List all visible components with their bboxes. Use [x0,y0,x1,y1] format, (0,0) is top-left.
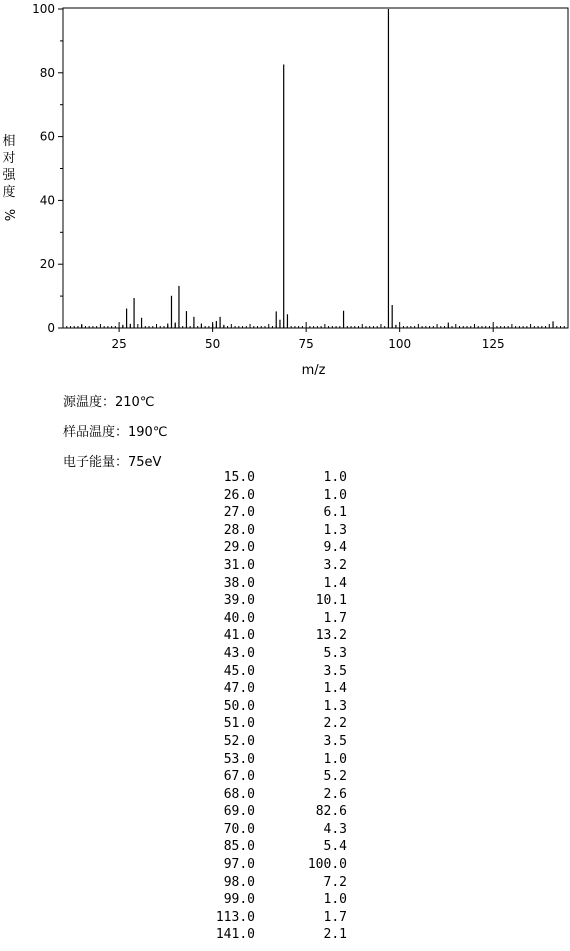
abundance-cell: 5.2 [323,769,347,785]
abundance-cell: 5.4 [323,839,347,855]
abundance-cell: 1.0 [323,751,347,767]
source-temperature-text: 源温度：210℃ [63,395,155,410]
abundance-cell: 1.0 [323,892,347,908]
abundance-cell: 3.5 [323,733,347,749]
table-row [200,522,347,540]
table-row [200,821,347,839]
abundance-cell: 1.4 [323,575,347,591]
table-row [200,575,347,593]
abundance-cell: 13.2 [315,628,347,644]
chart-axes [58,8,568,332]
abundance-cell: 5.3 [323,645,347,661]
mz-cell: 68.0 [223,786,255,802]
table-row [200,627,347,645]
mz-cell: 26.0 [223,487,255,503]
x-axis-title: m/z [301,363,326,378]
mz-cell: 85.0 [223,839,255,855]
y-tick-label: 20 [39,257,55,272]
y-tick-label: 0 [47,321,55,335]
table-row [200,539,347,557]
abundance-cell: 1.3 [323,698,347,714]
table-row [200,838,347,856]
abundance-cell: 2.2 [323,716,347,732]
table-row [200,909,347,927]
sample-temperature-text: 样品温度：190℃ [63,425,168,440]
abundance-cell: 1.3 [323,522,347,538]
table-row [200,698,347,716]
table-row [200,610,347,628]
abundance-cell: 7.2 [323,874,347,890]
table-row [200,663,347,681]
abundance-cell: 9.4 [323,540,347,556]
y-tick-label: 100 [32,2,55,16]
mass-spectrum-chart [0,0,570,385]
x-tick-label: 100 [388,337,412,351]
table-row [200,803,347,821]
abundance-cell: 1.4 [323,681,347,697]
mz-cell: 113.0 [215,909,255,925]
abundance-cell: 82.6 [315,804,347,820]
y-axis-title-char: 度 [2,185,16,200]
mz-cell: 70.0 [223,821,255,837]
y-tick-label: 80 [39,65,55,80]
abundance-cell: 2.1 [323,927,347,943]
mz-cell: 41.0 [223,628,255,644]
mz-cell: 45.0 [223,663,255,679]
mz-cell: 98.0 [223,874,255,890]
mz-cell: 141.0 [215,927,255,943]
mz-cell: 40.0 [223,610,255,626]
mz-cell: 15.0 [223,470,255,485]
x-tick-label: 125 [481,337,505,351]
plot-frame [63,8,568,328]
chart-peaks [82,9,553,328]
table-row [200,874,347,892]
y-tick-label: 40 [39,193,55,208]
table-row [200,557,347,575]
table-row [200,645,347,663]
abundance-cell: 10.1 [315,593,347,609]
table-row [200,751,347,769]
mz-cell: 29.0 [223,540,255,556]
mz-cell: 69.0 [223,804,255,820]
electron-energy-text: 电子能量：75eV [63,455,162,470]
table-row [200,469,347,487]
table-row [200,856,347,874]
table-row [200,891,347,909]
abundance-cell: 6.1 [323,505,347,521]
mz-cell: 27.0 [223,505,255,521]
table-row [200,926,347,944]
mz-cell: 38.0 [223,575,255,591]
y-axis-title-char: % [1,208,16,222]
y-tick-label: 60 [39,129,55,144]
mz-cell: 99.0 [223,892,255,908]
abundance-cell: 3.5 [323,663,347,679]
abundance-cell: 4.3 [323,821,347,837]
mz-cell: 51.0 [223,716,255,732]
table-row [200,768,347,786]
mz-cell: 31.0 [223,557,255,573]
abundance-cell: 1.0 [323,470,347,485]
abundance-cell: 1.7 [323,909,347,925]
mz-cell: 52.0 [223,733,255,749]
table-row [200,715,347,733]
abundance-cell: 1.0 [323,487,347,503]
table-row [200,733,347,751]
x-tick-label: 50 [204,337,221,351]
abundance-cell: 2.6 [323,786,347,802]
mz-cell: 39.0 [223,593,255,609]
table-row [200,504,347,522]
mz-cell: 53.0 [223,751,255,767]
abundance-cell: 1.7 [323,610,347,626]
mz-cell: 97.0 [223,857,255,873]
mz-cell: 50.0 [223,698,255,714]
x-tick-label: 25 [111,337,127,351]
table-row [200,487,347,505]
mz-cell: 67.0 [223,769,255,785]
y-axis-title-char: 强 [2,168,16,183]
mz-cell: 28.0 [223,522,255,538]
y-axis-title-char: 相 [2,134,16,149]
y-axis-title-char: 对 [2,151,16,166]
x-tick-label: 75 [298,337,314,351]
abundance-cell: 100.0 [307,857,347,873]
table-row [200,680,347,698]
mz-cell: 43.0 [223,645,255,661]
peak-table [200,469,347,944]
abundance-cell: 3.2 [323,557,347,573]
table-row [200,592,347,610]
chart-labels [1,2,505,378]
mz-cell: 47.0 [223,681,255,697]
table-row [200,786,347,804]
